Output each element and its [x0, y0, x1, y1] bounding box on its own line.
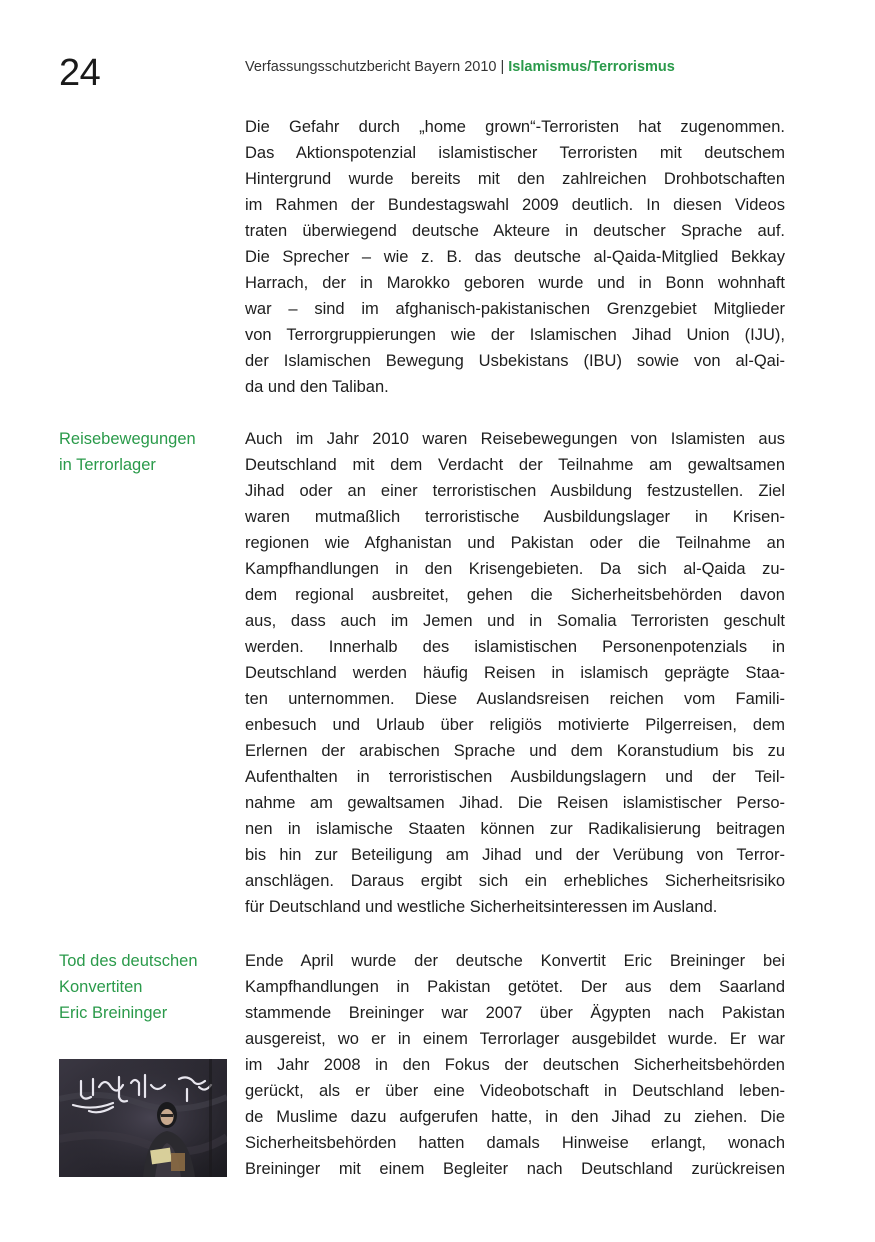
- text-line: nahme am gewaltsamen Jihad. Die Reisen islamistischer Perso-: [245, 794, 785, 812]
- text-line: dem regional ausbreitet, gehen die Sicherheitsbehörden davon: [245, 586, 785, 604]
- text-line: Das Aktionspotenzial islamistischer Terroristen mit deutschem: [245, 144, 785, 162]
- text-line: Erlernen der arabischen Sprache und dem Koranstudium bis zu: [245, 742, 785, 760]
- text-line: Deutschland werden häufig Reisen in islamisch geprägte Staa-: [245, 664, 785, 682]
- running-header: [245, 58, 675, 76]
- text-line: da und den Taliban.: [245, 378, 389, 396]
- photo-illustration: [59, 1059, 227, 1177]
- text-line: Kampfhandlungen in den Krisengebieten. Da sich al-Qaida zu-: [245, 560, 785, 578]
- text-line: war – sind im afghanisch-pakistanischen Grenzgebiet Mitglieder: [245, 300, 785, 318]
- text-line: Ende April wurde der deutsche Konvertit Eric Breininger bei: [245, 952, 785, 970]
- margin-heading-line: Konvertiten: [59, 978, 143, 996]
- text-line: ten unternommen. Diese Auslandsreisen reichen vom Famili-: [245, 690, 785, 708]
- margin-heading-line: in Terrorlager: [59, 456, 156, 474]
- paragraph-breininger: [245, 948, 785, 1182]
- text-line: im Jahr 2008 in den Fokus der deutschen Sicherheitsbehörden: [245, 1056, 785, 1074]
- text-line: bis hin zur Beteiligung am Jihad und der Verübung von Terror-: [245, 846, 785, 864]
- text-line: regionen wie Afghanistan und Pakistan oder die Teilnahme an: [245, 534, 785, 552]
- text-line: der Islamischen Bewegung Usbekistans (IBU) sowie von al-Qai-: [245, 352, 785, 370]
- page-number: 24: [59, 52, 101, 94]
- publication-title: Verfassungsschutzbericht Bayern 2010: [245, 59, 497, 75]
- text-line: Jihad oder an einer terroristischen Ausbildung festzustellen. Ziel: [245, 482, 785, 500]
- text-line: de Muslime dazu aufgerufen hatte, in den Jihad zu ziehen. Die: [245, 1108, 785, 1126]
- text-line: ausgereist, wo er in einem Terrorlager ausgebildet wurde. Er war: [245, 1030, 785, 1048]
- text-line: Die Sprecher – wie z. B. das deutsche al-Qaida-Mitglied Bekkay: [245, 248, 785, 266]
- margin-heading-breininger: [59, 948, 234, 1026]
- text-line: von Terrorgruppierungen wie der Islamischen Jihad Union (IJU),: [245, 326, 785, 344]
- text-line: Breininger mit einem Begleiter nach Deutschland zurückreisen: [245, 1160, 785, 1178]
- text-line: waren mutmaßlich terroristische Ausbildungslager in Krisen-: [245, 508, 785, 526]
- text-line: aus, dass auch im Jemen und in Somalia Terroristen geschult: [245, 612, 785, 630]
- text-line: Die Gefahr durch „home grown“-Terroristen hat zugenommen.: [245, 118, 785, 136]
- text-line: im Rahmen der Bundestagswahl 2009 deutlich. In diesen Videos: [245, 196, 785, 214]
- text-line: Kampfhandlungen in Pakistan getötet. Der aus dem Saarland: [245, 978, 785, 996]
- text-line: enbesuch und Urlaub über religiös motivierte Pilgerreisen, dem: [245, 716, 785, 734]
- text-line: Aufenthalten in terroristischen Ausbildungslagern und der Teil-: [245, 768, 785, 786]
- margin-heading-line: Reisebewegungen: [59, 430, 196, 448]
- video-still-photo: [59, 1059, 227, 1177]
- text-line: anschlägen. Daraus ergibt sich ein erhebliches Sicherheitsrisiko: [245, 872, 785, 890]
- text-line: werden. Innerhalb des islamistischen Personenpotenzials in: [245, 638, 785, 656]
- paragraph-home-grown: [245, 114, 785, 400]
- paragraph-reisebewegungen: [245, 426, 785, 920]
- text-line: Deutschland mit dem Verdacht der Teilnahme am gewaltsamen: [245, 456, 785, 474]
- text-line: gerückt, als er über eine Videobotschaft in Deutschland leben-: [245, 1082, 785, 1100]
- margin-heading-reisebewegungen: [59, 426, 234, 478]
- margin-heading-line: Tod des deutschen: [59, 952, 198, 970]
- section-title: Islamismus/Terrorismus: [508, 59, 675, 75]
- text-line: Harrach, der in Marokko geboren wurde und in Bonn wohnhaft: [245, 274, 785, 292]
- text-line: stammende Breininger war 2007 über Ägypten nach Pakistan: [245, 1004, 785, 1022]
- text-line: für Deutschland und westliche Sicherheitsinteressen im Ausland.: [245, 898, 718, 916]
- text-line: Sicherheitsbehörden hatten damals Hinweise erlangt, wonach: [245, 1134, 785, 1152]
- margin-heading-line: Eric Breininger: [59, 1004, 168, 1022]
- text-line: Auch im Jahr 2010 waren Reisebewegungen von Islamisten aus: [245, 430, 785, 448]
- text-line: Hintergrund wurde bereits mit den zahlreichen Drohbotschaften: [245, 170, 785, 188]
- text-line: nen in islamische Staaten können zur Radikalisierung beitragen: [245, 820, 785, 838]
- text-line: traten überwiegend deutsche Akteure in deutscher Sprache auf.: [245, 222, 785, 240]
- header-separator: |: [500, 59, 505, 75]
